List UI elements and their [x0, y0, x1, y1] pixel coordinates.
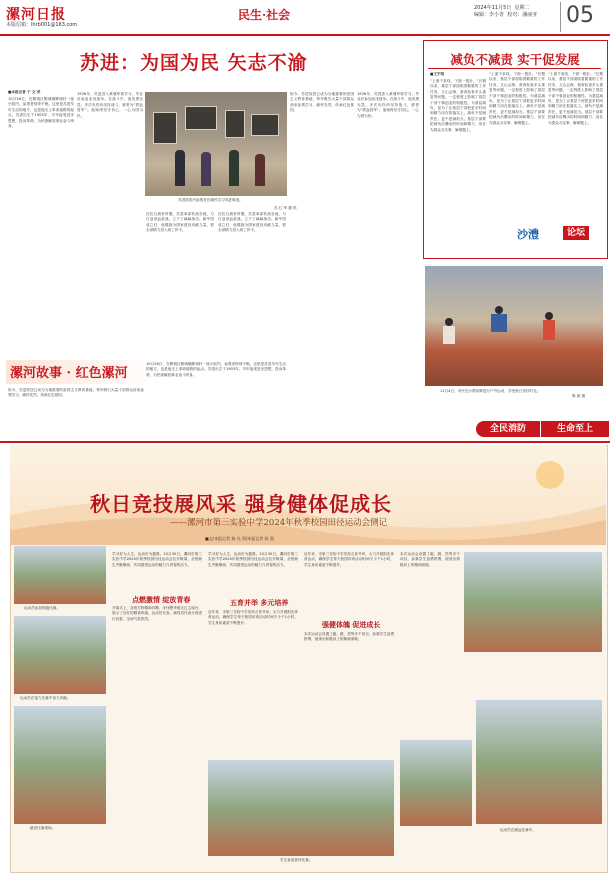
sprint-photo	[14, 546, 106, 604]
riverside-photo-caption: 11月4日，市民在沙澧河畔进行户外运动，享受秋日美好时光。	[440, 389, 541, 393]
story-banner: 漯河故事 · 红色漯河	[10, 366, 128, 381]
museum-photo-credit: 苏 红 军 摄 供	[274, 206, 297, 210]
feature-col3: 本次运动会设置了跑、跳、投等多个项目，参赛学生奋勇拼搏，展现出积极向上的精神面貌。	[304, 632, 394, 642]
top-col8: 如今，苏进故居已成为当地重要的爱国主义教育基地，每年吸引大量干部群众前来参观学习，缅怀先烈，传承红色基因。	[8, 388, 144, 398]
commentary-col3: “上面千条线，下面一根针。”长期以来，基层干部面临着繁重的工作任务，文山会海、督查检查多头重复等问题，一定程度上影响了基层干部干事创业的积极性。为基层减负，是为了让基层干部把更多时间和精力用在抓落实上。减负不是减责任，更不是减担当。基层干部要把减负后腾出的时间和精力，用在为群众办实事、解难题上。	[548, 72, 603, 125]
riverside-photo	[425, 266, 603, 386]
ribbon-left: 全民消防	[476, 421, 540, 437]
section-title: 民生·社会	[238, 8, 291, 22]
top-col2: 1926年，苏进进入黄埔军校学习，毕业后参加北伐战争。在战斗中，他英勇无畏，多次负伤仍坚持战斗，被誉为“铁血将军”。他始终坚守初心，一心为国为民。	[77, 92, 143, 118]
commentary-divider	[428, 68, 601, 69]
tug-photo	[208, 760, 394, 856]
header-divider	[0, 34, 610, 36]
highjump-photo	[14, 706, 106, 824]
section-separator	[0, 441, 610, 443]
runner-photo-1	[400, 740, 472, 826]
feature-headline: 秋日竞技展风采 强身健体促成长	[90, 492, 392, 516]
top-col1: 10月26日，在郾城区郾城镇郾城村一座小院内，参观者络绎不绝。这里是苏进早年生活的地方，也是他走上革命道路的起点。苏进出生于1903年，早年接受进步思想，投身革命，为民族解放事业奋斗终身。	[8, 97, 74, 129]
section-heading-2: 五育并举 多元培养	[230, 598, 289, 607]
longjump-photo	[464, 552, 602, 652]
commentary-col2: “上面千条线，下面一根针。”长期以来，基层干部面临着繁重的工作任务，文山会海、督查检查多头重复等问题，一定程度上影响了基层干部干事创业的积极性。为基层减负，是为了让基层干部把更多时间和精力用在抓落实上。减负不是减责任，更不是减担当。基层干部要把减负后腾出的时间和精力，用在为群众办实事、解难题上。	[489, 72, 545, 125]
newspaper-logo: 漯河日报	[6, 7, 66, 23]
riverside-photo-credit: 陈 润 摄	[572, 394, 586, 398]
section-heading-3: 强健体魄 促进成长	[322, 620, 381, 629]
top-col3: 在抗日战争时期，苏进率部转战各地，与日寇浴血奋战，立下了赫赫战功。新中国成立后，他继续为国家建设贡献力量，把全部精力投入到工作中。	[146, 212, 214, 233]
section-heading-1: 点燃激情 绽放青春	[132, 595, 191, 604]
top-headline: 苏进：为国为民 矢志不渝	[80, 52, 308, 74]
date: 2024年11月5日	[474, 5, 512, 11]
feature-col2: 近年来，市第三实验中学坚持五育并举，大力开展阳光体育运动，确保学生每天校园体育活动时间不少于1小时，学生身体素质不断提升。	[208, 610, 298, 625]
relay-photo	[14, 616, 106, 694]
tug-caption: 学生参加拔河比赛。	[280, 858, 313, 862]
mailbox-text: 本版信箱：lhrb001@163.com	[6, 22, 78, 28]
commentary-byline: ■王宇明	[430, 72, 445, 76]
column-label-seal: 论坛	[563, 226, 589, 240]
commentary-col1: “上面千条线，下面一根针。”长期以来，基层干部面临着繁重的工作任务，文山会海、督查检查多头重复等问题，一定程度上影响了基层干部干事创业的积极性。为基层减负，是为了让基层干部把更多时间和精力用在抓落实上。减负不是减责任，更不是减担当。基层干部要把减负后腾出的时间和精力，用在为群众办实事、解难题上。	[430, 79, 486, 132]
ribbon-right: 生命至上	[541, 421, 609, 437]
column-label: 沙澧	[517, 228, 539, 241]
museum-photo	[145, 92, 287, 196]
top-col5: 如今，苏进故居已成为当地重要的爱国主义教育基地，每年吸引大量干部群众前来参观学习，缅怀先烈，传承红色基因。	[290, 92, 354, 113]
top-col4: 在抗日战争时期，苏进率部转战各地，与日寇浴血奋战，立下了赫赫战功。新中国成立后，他继续为国家建设贡献力量，把全部精力投入到工作中。	[218, 212, 286, 233]
commentary-title: 减负不减责 实干促发展	[450, 52, 580, 67]
feature-subhead: ——漯河市第三实验中学2024年秋季校园田径运动会侧记	[170, 518, 388, 528]
page-number: 05	[566, 3, 594, 28]
top-col6: 1926年，苏进进入黄埔军校学习，毕业后参加北伐战争。在战斗中，他英勇无畏，多次负伤仍坚持战斗，被誉为“铁血将军”。他始终坚守初心，一心为国为民。	[357, 92, 419, 118]
dateline	[474, 5, 537, 19]
proofreader: 校对：潘丽亚	[507, 12, 538, 18]
longjump-caption: 运动员在跳远比赛中。	[500, 828, 536, 832]
feature-intro: 学习好为人生，运动好为健康。10月30日，漯河市第三实验中学2024年秋季校园田径运动会拉开帷幕，全校师生齐聚操场，共同感受运动的魅力与青春的活力。	[112, 552, 202, 567]
runner-photo-2	[476, 700, 602, 824]
sprint-caption: 运动员参加短跑比赛。	[24, 606, 60, 610]
weekday: 星期二	[514, 5, 530, 11]
top-byline: ■本报记者 于 文 洋	[8, 90, 41, 94]
relay-caption: 运动员在接力比赛中奋力奔跑。	[20, 696, 71, 700]
top-col7: 10月26日，在郾城区郾城镇郾城村一座小院内，参观者络绎不绝。这里是苏进早年生活的地方，也是他走上革命道路的起点。苏进出生于1903年，早年接受进步思想，投身革命，为民族解放事业奋斗终身。	[146, 362, 286, 377]
feature-col2-top: 学习好为人生，运动好为健康。10月30日，漯河市第三实验中学2024年秋季校园田径运动会拉开帷幕，全校师生齐聚操场，共同感受运动的魅力与青春的活力。	[208, 552, 298, 567]
feature-col3-top: 近年来，市第三实验中学坚持五育并举，大力开展阳光体育运动，确保学生每天校园体育活动时间不少于1小时，学生身体素质不断提升。	[304, 552, 394, 567]
editor: 编辑：李小青	[474, 12, 505, 18]
museum-photo-caption: 苏进故居内参观者在缅怀学习苏进事迹。	[178, 198, 243, 202]
feature-col4: 本次运动会设置了跑、跳、投等多个项目，参赛学生奋勇拼搏，展现出积极向上的精神面貌。	[400, 552, 460, 567]
highjump-caption: 跳高比赛现场。	[30, 826, 56, 830]
feature-col1: 开幕式上，各班方阵精神抖擞、步伐整齐地走过主席台，展示了良好的精神风貌。运动员代表、裁判员代表分别进行宣誓，全场气氛热烈。	[112, 606, 202, 621]
feature-byline: ■文/本报记者 杨 光 图/本报记者 陈 润	[205, 536, 274, 541]
